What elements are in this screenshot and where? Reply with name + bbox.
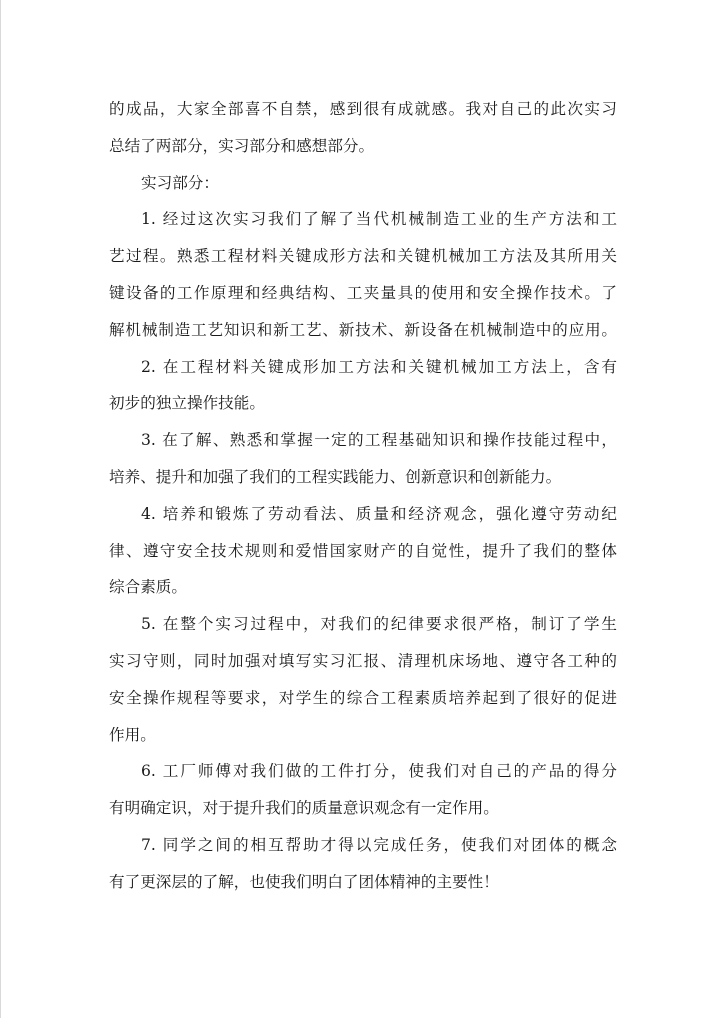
text-line: 初步的独立操作技能。 xyxy=(109,394,265,413)
text-line: 的成品，大家全部喜不自禁，感到很有成就感。我对自己的此次实习 xyxy=(109,100,617,118)
text-line: 1. 经过这次实习我们了解了当代机械制造工业的生产方法和工 xyxy=(141,210,617,229)
list-item-1 xyxy=(109,201,617,348)
text-line: 6. 工厂师傅对我们做的工件打分，使我们对自己的产品的得分 xyxy=(141,762,617,781)
text-line: 艺过程。熟悉工程材料关键成形方法和关键机械加工方法及其所用关 xyxy=(109,247,617,266)
text-line: 有明确定识，对于提升我们的质量意识观念有一定作用。 xyxy=(109,799,499,818)
text-line: 2. 在工程材料关键成形加工方法和关键机械加工方法上，含有 xyxy=(141,357,617,376)
text-line: 解机械制造工艺知识和新工艺、新技术、新设备在机械制造中的应用。 xyxy=(109,320,617,339)
paragraph-intro xyxy=(109,91,617,165)
text-line: 综合素质。 xyxy=(109,578,187,597)
text-line: 7. 同学之间的相互帮助才得以完成任务，使我们对团体的概念 xyxy=(141,835,617,854)
list-item-4 xyxy=(109,496,617,606)
list-item-6 xyxy=(109,753,617,827)
text-line: 作用。 xyxy=(109,725,156,744)
list-item-5 xyxy=(109,606,617,753)
text-line: 4. 培养和锻炼了劳动看法、质量和经济观念，强化遵守劳动纪 xyxy=(141,504,617,523)
text-line: 培养、提升和加强了我们的工程实践能力、创新意识和创新能力。 xyxy=(109,467,562,486)
text-line: 总结了两部分，实习部分和感想部分。 xyxy=(109,136,375,155)
text-line: 键设备的工作原理和经典结构、工夹量具的使用和安全操作技术。了 xyxy=(109,283,617,302)
section-heading xyxy=(109,165,617,202)
list-item-7 xyxy=(109,827,617,901)
section-heading-text: 实习部分： xyxy=(141,173,219,192)
list-item-3 xyxy=(109,422,617,496)
text-line: 实习守则，同时加强对填写实习汇报、清理机床场地、遵守各工种的 xyxy=(109,651,617,670)
text-line: 3. 在了解、熟悉和掌握一定的工程基础知识和操作技能过程中， xyxy=(141,431,617,450)
text-line: 5. 在整个实习过程中，对我们的纪律要求很严格，制订了学生 xyxy=(141,615,617,634)
text-line: 安全操作规程等要求，对学生的综合工程素质培养起到了很好的促进 xyxy=(109,688,617,707)
text-line: 律、遵守安全技术规则和爱惜国家财产的自觉性，提升了我们的整体 xyxy=(109,541,617,560)
text-line: 有了更深层的了解，也使我们明白了团体精神的主要性！ xyxy=(109,872,499,891)
document-body xyxy=(109,91,617,901)
list-item-2 xyxy=(109,349,617,423)
